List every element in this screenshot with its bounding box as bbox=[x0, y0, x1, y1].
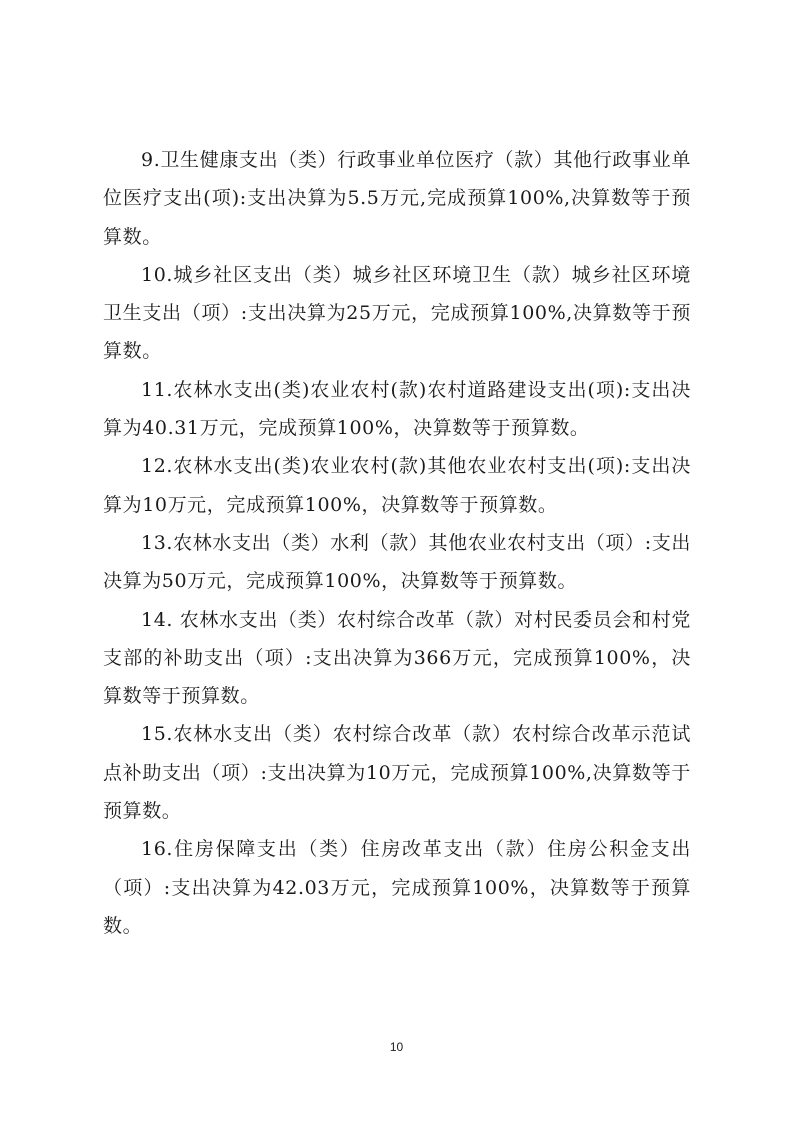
paragraph-item-13: 13.农林水支出（类）水利（款）其他农业农村支出（项）:支出决算为50万元，完成预算100%，决算数等于预算数。 bbox=[103, 531, 691, 593]
paragraph-item-15: 15.农林水支出（类）农村综合改革（款）农村综合改革示范试点补助支出（项）:支出决算为10万元，完成预算100%,决算数等于预算数。 bbox=[103, 723, 691, 823]
paragraph-item-9: 9.卫生健康支出（类）行政事业单位医疗（款）其他行政事业单位医疗支出(项):支出决算为5.5万元,完成预算100%,决算数等于预算数。 bbox=[103, 149, 691, 248]
paragraph-item-11: 11.农林水支出(类)农业农村(款)农村道路建设支出(项):支出决算为40.31万元，完成预算100%，决算数等于预算数。 bbox=[103, 378, 691, 440]
page-number: 10 bbox=[389, 1040, 404, 1054]
document-body bbox=[103, 141, 691, 945]
paragraph-item-12: 12.农林水支出(类)农业农村(款)其他农业农村支出(项):支出决算为10万元，完成预算100%，决算数等于预算数。 bbox=[103, 455, 691, 516]
paragraph-item-16: 16.住房保障支出（类）住房改革支出（款）住房公积金支出（项）:支出决算为42.03万元，完成预算100%，决算数等于预算数。 bbox=[103, 838, 691, 937]
paragraph-item-10: 10.城乡社区支出（类）城乡社区环境卫生（款）城乡社区环境卫生支出（项）:支出决算为25万元，完成预算100%,决算数等于预算数。 bbox=[103, 263, 691, 363]
paragraph-item-14: 14. 农林水支出（类）农村综合改革（款）对村民委员会和村党支部的补助支出（项）:支出决算为366万元，完成预算100%，决算数等于预算数。 bbox=[103, 608, 691, 708]
